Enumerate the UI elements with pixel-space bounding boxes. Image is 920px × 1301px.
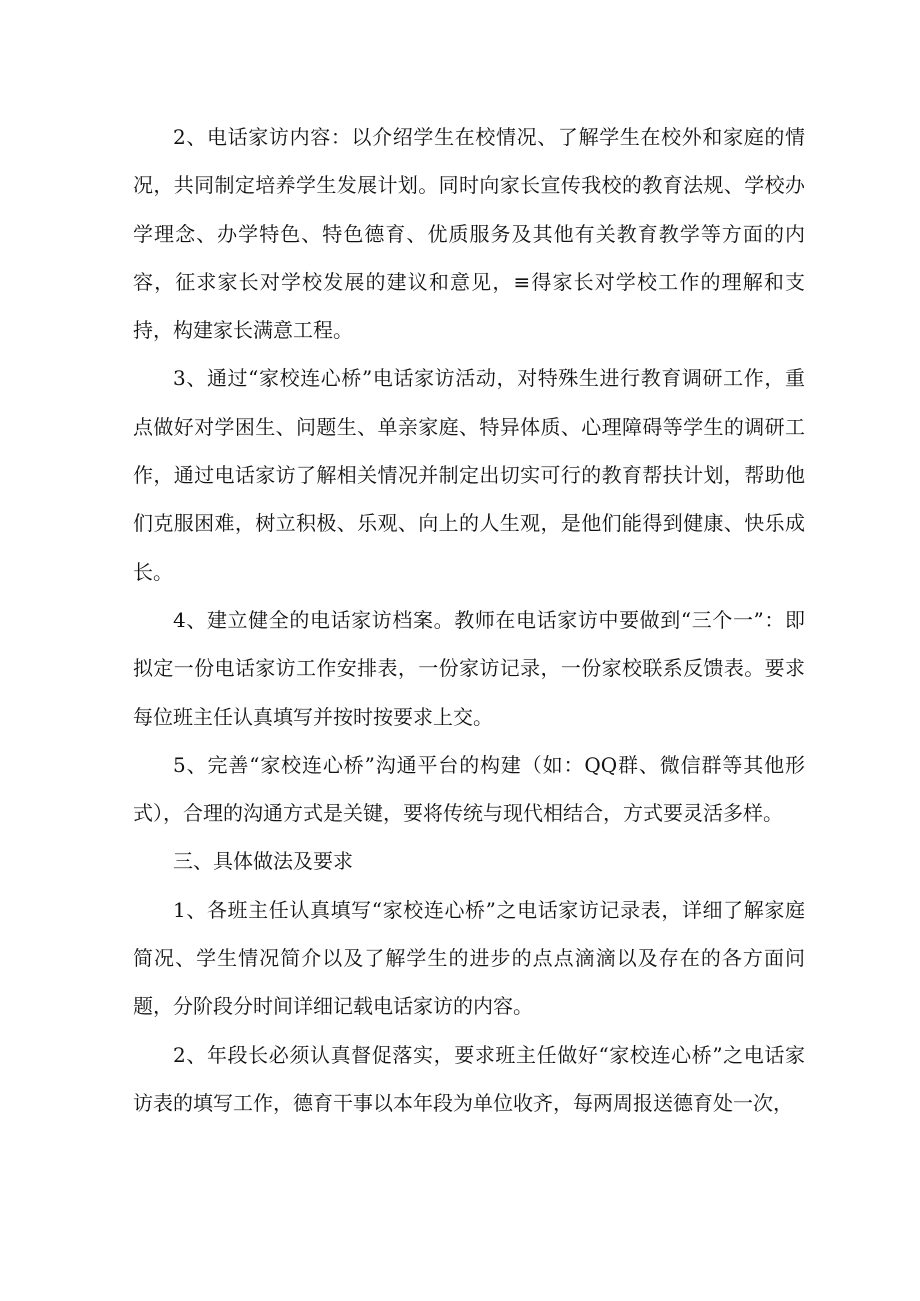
- paragraph-teacher-records: 1、各班主任认真填写“家校连心桥”之电话家访记录表，详细了解家庭简况、学生情况简介以及了解学生的进步的点点滴滴以及存在的各方面问题，分阶段分时间详细记载电话家访的内容。: [133, 897, 805, 1019]
- document-body: [133, 113, 805, 1127]
- paragraph-communication-platform: 5、完善“家校连心桥”沟通平台的构建（如：QQ群、微信群等其他形式），合理的沟通方式是关键，要将传统与现代相结合，方式要灵活多样。: [133, 752, 805, 826]
- paragraph-visit-archive: 4、建立健全的电话家访档案。教师在电话家访中要做到“三个一”：即拟定一份电话家访工作安排表，一份家访记录，一份家校联系反馈表。要求每位班主任认真填写并按时按要求上交。: [133, 607, 805, 729]
- paragraph-grade-leader: 2、年段长必须认真督促落实，要求班主任做好“家校连心桥”之电话家访表的填写工作，德育干事以本年段为单位收齐，每两周报送德育处一次，: [133, 1042, 805, 1115]
- paragraph-special-students: 3、通过“家校连心桥”电话家访活动，对特殊生进行教育调研工作，重点做好对学困生、问题生、单亲家庭、特异体质、心理障碍等学生的调研工作，通过电话家访了解相关情况并制定出切实可行的教育帮扶计划，帮助他们克服困难，树立积极、乐观、向上的人生观，是他们能得到健康、快乐成长。: [133, 366, 805, 584]
- paragraph-phone-visit-content: 2、电话家访内容：以介绍学生在校情况、了解学生在校外和家庭的情况，共同制定培养学生发展计划。同时向家长宣传我校的教育法规、学校办学理念、办学特色、特色德育、优质服务及其他有关教育教学等方面的内容，征求家长对学校发展的建议和意见，≡得家长对学校工作的理解和支持，构建家长满意工程。: [133, 125, 805, 343]
- section-heading: 三、具体做法及要求: [173, 849, 353, 874]
